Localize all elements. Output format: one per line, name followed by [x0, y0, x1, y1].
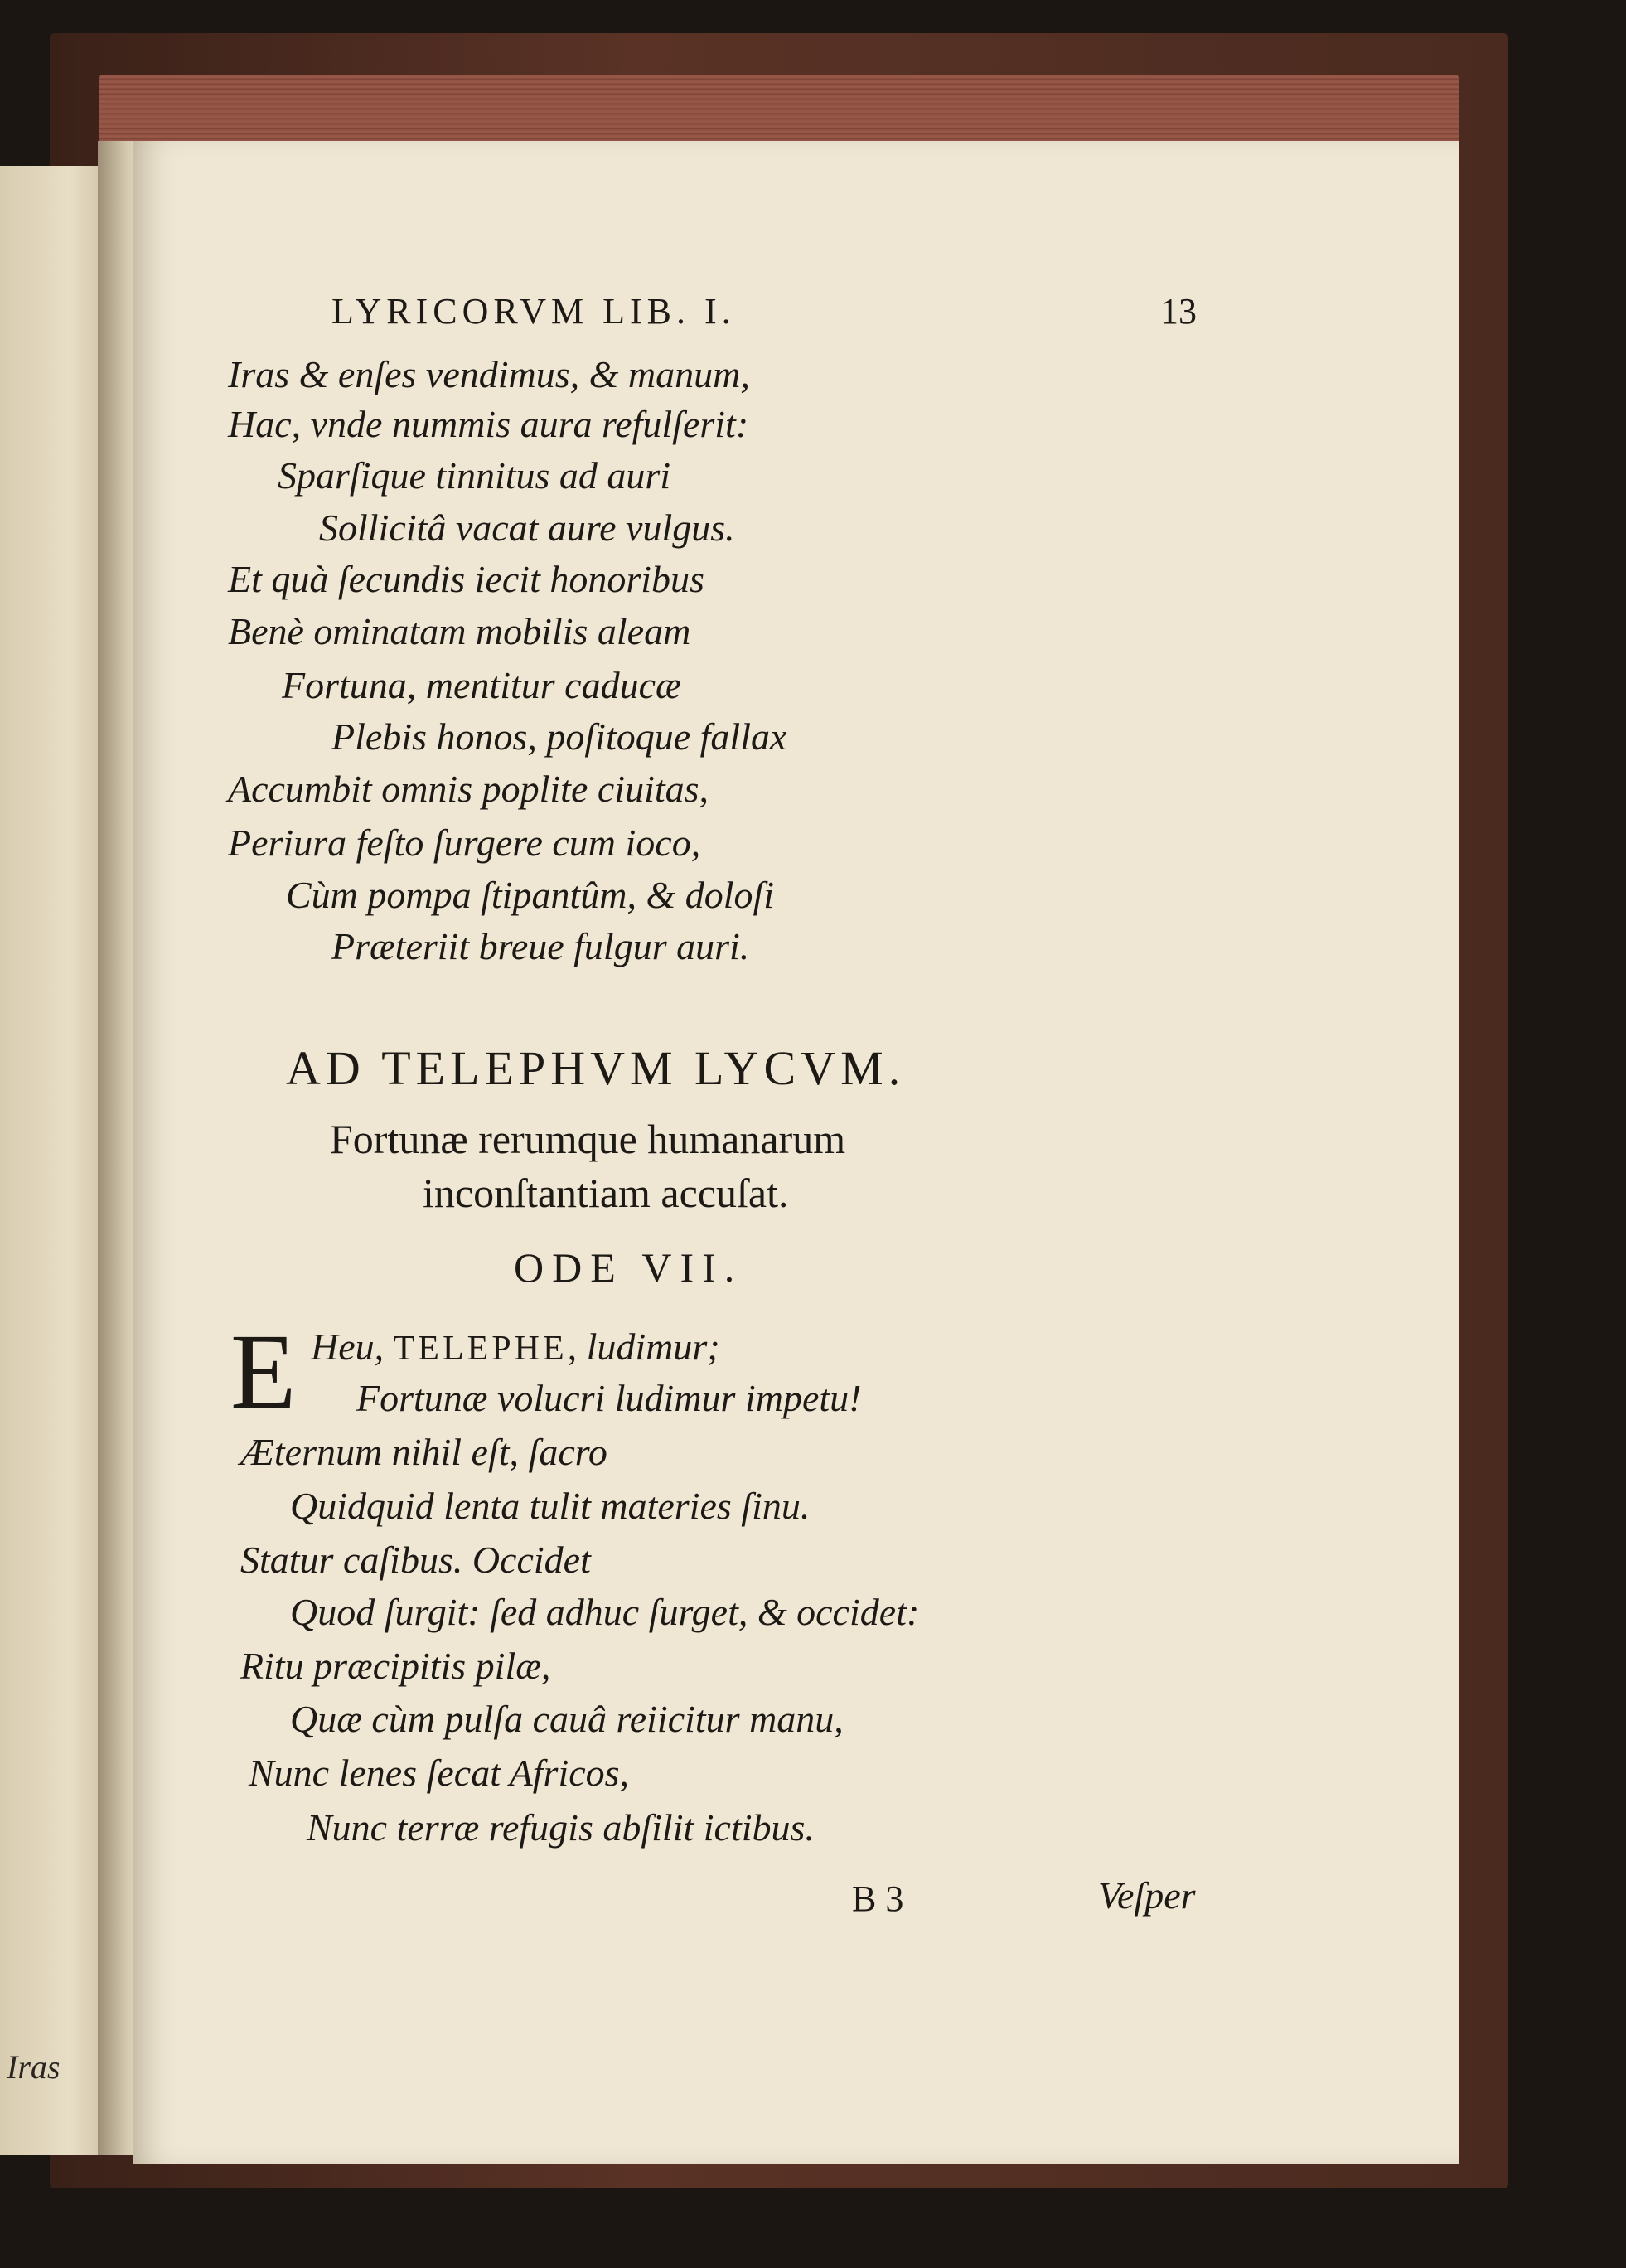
verse-line: Statur caſibus. Occidet	[240, 1539, 591, 1581]
addressee-name: TELEPHE	[393, 1330, 568, 1368]
verse-line: Plebis honos, poſitoque fallax	[331, 715, 787, 758]
ode-title: AD TELEPHVM LYCVM.	[286, 1041, 906, 1095]
verse-line: Iras & enſes vendimus, & manum,	[228, 353, 750, 395]
verse-line: Et quà ſecundis iecit honoribus	[228, 558, 704, 600]
verse-line: Quæ cùm pulſa cauâ reiicitur manu,	[290, 1698, 844, 1740]
ode-subtitle-line: inconſtantiam accuſat.	[423, 1170, 789, 1216]
verse-line: Accumbit omnis poplite ciuitas,	[228, 768, 709, 810]
drop-cap: E	[230, 1312, 297, 1432]
verse-line: Æternum nihil eſt, ſacro	[240, 1431, 607, 1473]
page-number: 13	[1160, 291, 1197, 332]
verse-line: Nunc lenes ſecat Africos,	[249, 1752, 630, 1794]
catchword: Veſper	[1098, 1874, 1196, 1917]
verse-line: Quod ſurgit: ſed adhuc ſurget, & occidet:	[290, 1591, 920, 1633]
verse-line: Sollicitâ vacat aure vulgus.	[319, 506, 735, 549]
ode-subtitle-line: Fortunæ rerumque humanarum	[330, 1116, 846, 1162]
verse-line: Ritu præcipitis pilæ,	[240, 1645, 551, 1687]
signature-mark: B 3	[852, 1878, 904, 1919]
verse-line: Periura feſto ſurgere cum ioco,	[228, 821, 701, 864]
verse-line: Fortuna, mentitur caducæ	[282, 664, 681, 706]
verse-line: Præteriit breue fulgur auri.	[331, 925, 750, 967]
verse-line: Fortunæ volucri ludimur impetu!	[356, 1377, 862, 1419]
verse-line: Hac, vnde nummis aura refulſerit:	[228, 403, 749, 445]
verse-line: Nunc terræ refugis abſilit ictibus.	[307, 1806, 815, 1849]
first-line-start: Heu,	[311, 1325, 394, 1368]
verse-line: Sparſique tinnitus ad auri	[278, 454, 671, 497]
verse-line: Benè ominatam mobilis aleam	[228, 610, 691, 652]
first-line-end: , ludimur;	[567, 1325, 720, 1368]
verse-line: Cùm pompa ſtipantûm, & doloſi	[286, 874, 775, 916]
first-verse-line	[311, 1325, 720, 1369]
verse-line: Quidquid lenta tulit materies ſinu.	[290, 1485, 811, 1527]
left-page-catchword: Iras	[7, 2048, 60, 2086]
running-head-title: LYRICORVM LIB. I.	[331, 291, 736, 332]
ode-number: ODE VII.	[514, 1244, 743, 1291]
